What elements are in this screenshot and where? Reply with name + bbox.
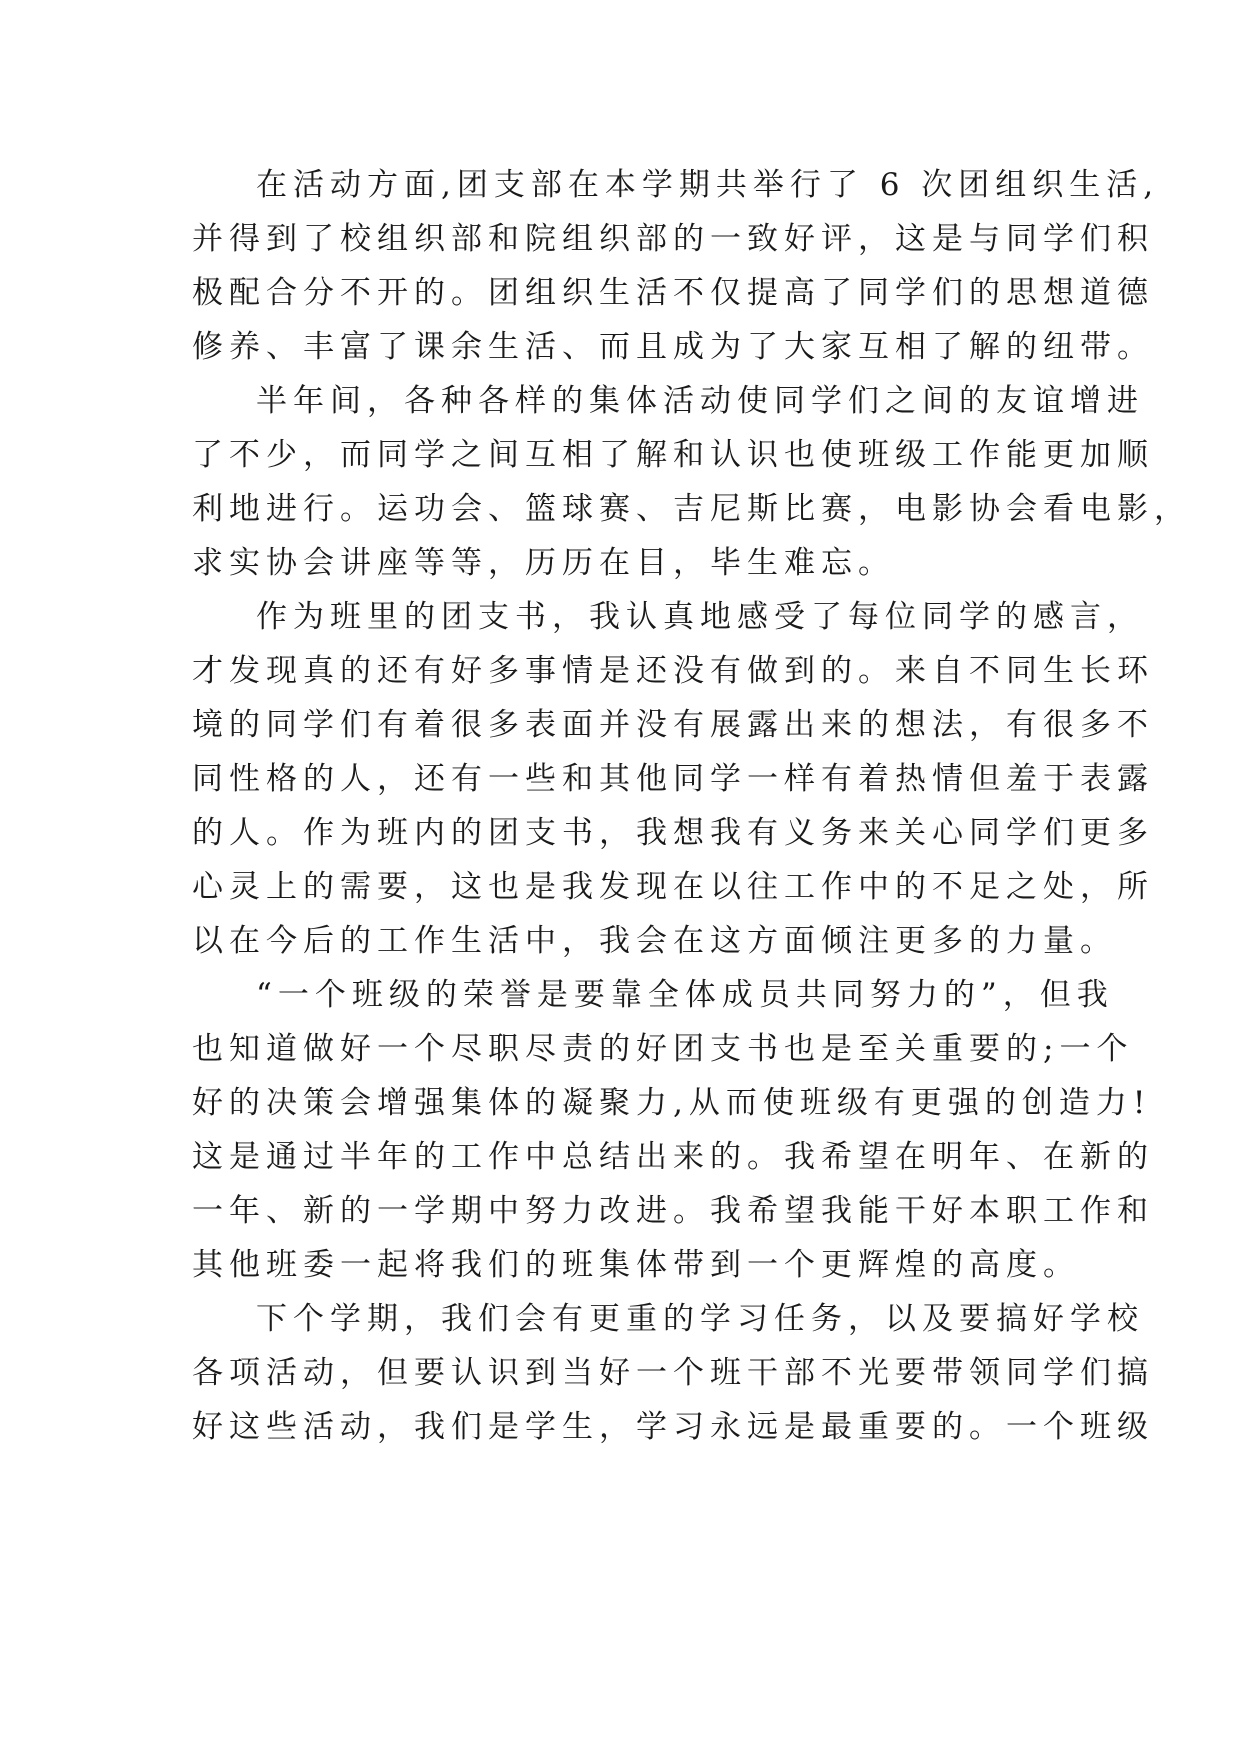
text-line: 这是通过半年的工作中总结出来的。我希望在明年、在新的	[192, 1139, 1154, 1175]
text-line: 利地进行。运功会、篮球赛、吉尼斯比赛，电影协会看电影，	[192, 491, 1191, 527]
text-line: 同性格的人，还有一些和其他同学一样有着热情但羞于表露	[192, 761, 1154, 797]
body-text	[192, 158, 1191, 1454]
text-line: 极配合分不开的。团组织生活不仅提高了同学们的思想道德	[192, 275, 1154, 311]
text-line: 以在今后的工作生活中，我会在这方面倾注更多的力量。	[192, 923, 1117, 959]
text-line: 下个学期，我们会有更重的学习任务，以及要搞好学校	[256, 1301, 1144, 1337]
text-line: 一年、新的一学期中努力改进。我希望我能干好本职工作和	[192, 1193, 1154, 1229]
text-line: 好的决策会增强集体的凝聚力,从而使班级有更强的创造力!	[192, 1085, 1152, 1121]
text-line: 的人。作为班内的团支书，我想我有义务来关心同学们更多	[192, 815, 1154, 851]
text-line: 了不少，而同学之间互相了解和认识也使班级工作能更加顺	[192, 437, 1154, 473]
text-line: 境的同学们有着很多表面并没有展露出来的想法，有很多不	[192, 707, 1154, 743]
text-line: 半年间，各种各样的集体活动使同学们之间的友谊增进	[256, 383, 1144, 419]
text-line: 修养、丰富了课余生活、而且成为了大家互相了解的纽带。	[192, 329, 1154, 365]
text-line: 并得到了校组织部和院组织部的一致好评，这是与同学们积	[192, 221, 1154, 257]
text-line: “一个班级的荣誉是要靠全体成员共同努力的”，但我	[256, 977, 1114, 1013]
text-line: 其他班委一起将我们的班集体带到一个更辉煌的高度。	[192, 1247, 1080, 1283]
text-line: 求实协会讲座等等，历历在目，毕生难忘。	[192, 545, 895, 581]
text-line: 作为班里的团支书，我认真地感受了每位同学的感言，	[256, 599, 1144, 635]
text-line: 才发现真的还有好多事情是还没有做到的。来自不同生长环	[192, 653, 1154, 689]
text-line: 也知道做好一个尽职尽责的好团支书也是至关重要的;一个	[192, 1031, 1134, 1067]
text-line: 各项活动，但要认识到当好一个班干部不光要带领同学们搞	[192, 1355, 1154, 1391]
text-line: 好这些活动，我们是学生，学习永远是最重要的。一个班级	[192, 1409, 1154, 1445]
text-line: 心灵上的需要，这也是我发现在以往工作中的不足之处，所	[192, 869, 1154, 905]
text-line: 在活动方面,团支部在本学期共举行了 6 次团组织生活,	[256, 167, 1160, 203]
